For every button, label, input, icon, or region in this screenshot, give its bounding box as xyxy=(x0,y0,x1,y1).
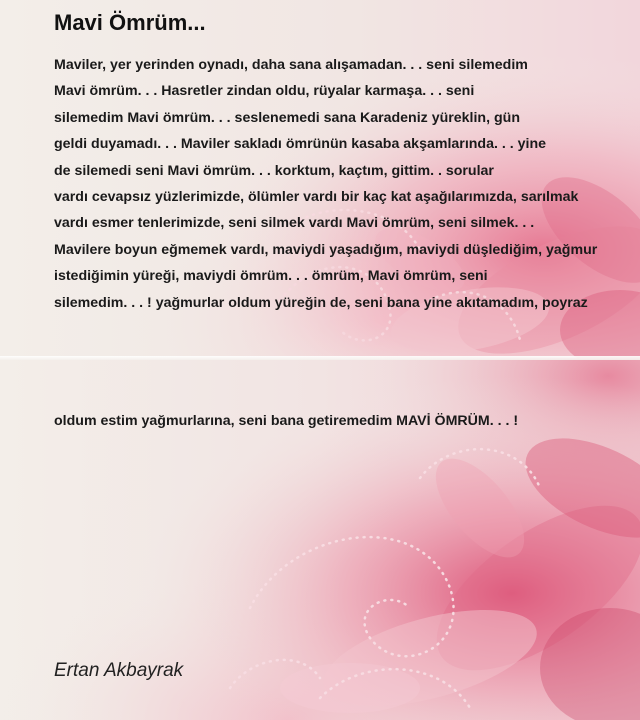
poem-line: vardı esmer tenlerimizde, seni silmek vardı Mavi ömrüm, seni silmek. . . xyxy=(54,215,535,232)
poem-line: silemedim Mavi ömrüm. . . seslenemedi sana Karadeniz yüreklin, gün xyxy=(54,109,520,126)
poem-line: geldi duyamadı. . . Maviler sakladı ömrünün kasaba akşamlarında. . . yine xyxy=(54,136,547,153)
poem-author: Ertan Akbayrak xyxy=(54,660,184,681)
poem-continuation: oldum estim yağmurlarına, seni bana getiremedim MAVİ ÖMRÜM. . . ! xyxy=(54,413,519,429)
poem-line: vardı cevapsız yüzlerimizde, ölümler vardı bir kaç kat aşağılarımızda, sarılmak xyxy=(54,189,579,206)
poem-title: Mavi Ömrüm... xyxy=(54,10,206,35)
poem-line: Maviler, yer yerinden oynadı, daha sana alışamadan. . . seni silemedim xyxy=(54,57,528,73)
poem-line: de silemedi seni Mavi ömrüm. . . korktum, kaçtım, gittim. . sorular xyxy=(54,162,494,179)
poem-line: Mavilere boyun eğmemek vardı, maviydi yaşadığım, maviydi düşlediğim, yağmur xyxy=(54,241,598,258)
poem-body xyxy=(54,52,640,316)
poem-line: istediğimin yüreği, maviydi ömrüm. . . ömrüm, Mavi ömrüm, seni xyxy=(54,268,488,285)
poem-line: Mavi ömrüm. . . Hasretler zindan oldu, rüyalar karmaşa. . . seni xyxy=(54,83,475,100)
poem-line: silemedim. . . ! yağmurlar oldum yüreğin de, seni bana yine akıtamadım, poyraz xyxy=(54,294,588,311)
panel-divider xyxy=(0,356,640,360)
